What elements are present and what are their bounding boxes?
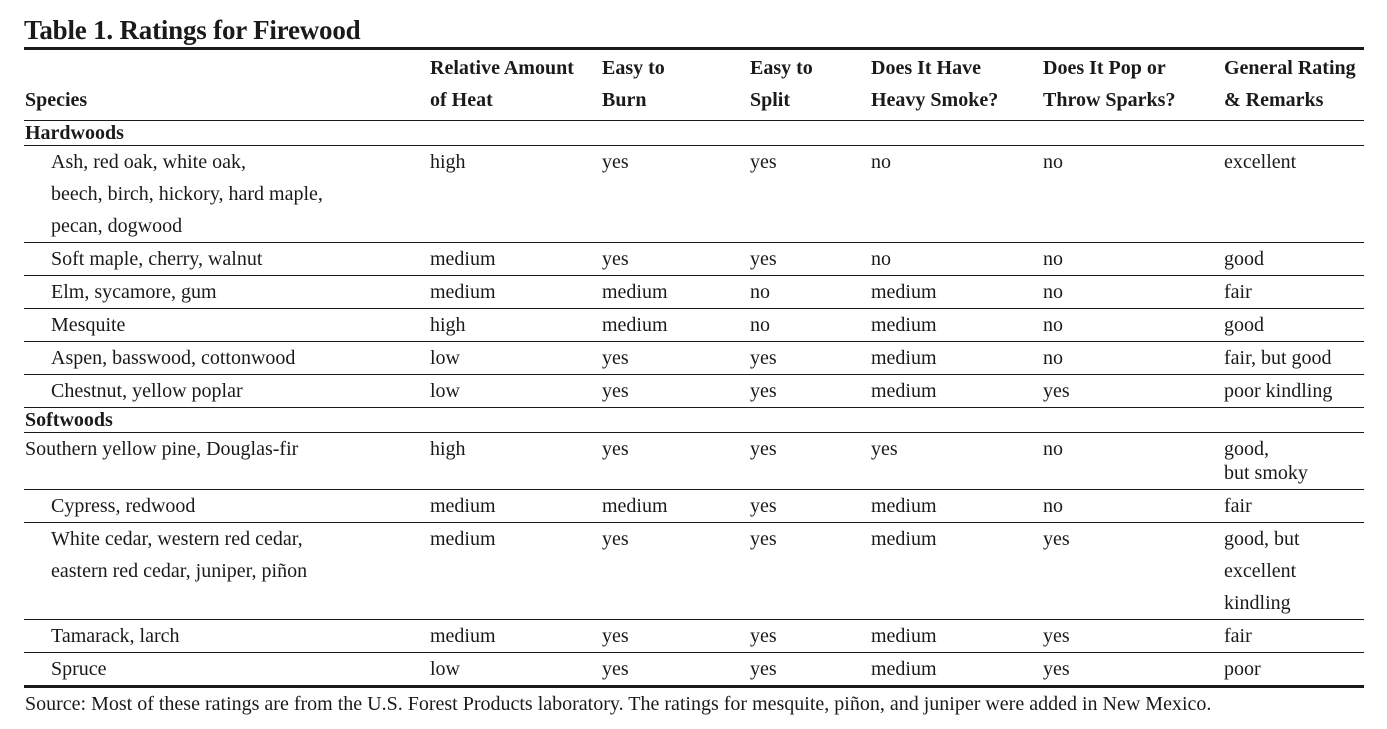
species-cell — [24, 342, 430, 375]
table-row — [24, 146, 1364, 243]
smoke-cell: yes — [871, 433, 1043, 490]
header-sparks-line-1: Does It Pop or — [1043, 57, 1166, 79]
species-line: Southern yellow pine, Douglas-fir — [25, 438, 299, 460]
split-cell: yes — [750, 375, 871, 408]
smoke-cell: no — [871, 146, 1043, 243]
burn-cell: yes — [602, 653, 750, 687]
table-title: Table 1. Ratings for Firewood — [24, 15, 361, 45]
sparks-cell: yes — [1043, 375, 1224, 408]
header-rating — [1224, 50, 1364, 121]
sparks-cell: yes — [1043, 620, 1224, 653]
sparks-cell: no — [1043, 309, 1224, 342]
header-heat-line-1: Relative Amount — [430, 57, 574, 79]
heat-cell: medium — [430, 620, 602, 653]
burn-cell: yes — [602, 342, 750, 375]
sparks-cell: no — [1043, 342, 1224, 375]
rating-cell — [1224, 375, 1364, 408]
header-row — [24, 50, 1364, 121]
header-rating-line-2: & Remarks — [1224, 89, 1324, 111]
species-line: Spruce — [51, 658, 107, 680]
rating-line: good, — [1224, 438, 1269, 460]
split-cell: yes — [750, 523, 871, 620]
rating-line: good — [1224, 248, 1264, 270]
species-line: Elm, sycamore, gum — [51, 281, 217, 303]
split-cell: yes — [750, 146, 871, 243]
header-rating-line-1: General Rating — [1224, 57, 1356, 79]
species-cell — [24, 309, 430, 342]
burn-cell: yes — [602, 620, 750, 653]
species-line: eastern red cedar, juniper, piñon — [51, 560, 308, 582]
rating-cell — [1224, 620, 1364, 653]
burn-cell: medium — [602, 490, 750, 523]
smoke-cell: no — [871, 243, 1043, 276]
rating-line: poor kindling — [1224, 380, 1333, 402]
species-line: Mesquite — [51, 314, 126, 336]
split-cell: yes — [750, 433, 871, 490]
heat-cell: low — [430, 342, 602, 375]
table-row — [24, 490, 1364, 523]
species-line: Tamarack, larch — [51, 625, 180, 647]
species-line: beech, birch, hickory, hard maple, — [51, 183, 323, 205]
species-line: Aspen, basswood, cottonwood — [51, 347, 296, 369]
table-row — [24, 309, 1364, 342]
species-line: Chestnut, yellow poplar — [51, 380, 243, 402]
rating-cell — [1224, 146, 1364, 243]
rating-cell — [1224, 276, 1364, 309]
split-cell: yes — [750, 653, 871, 687]
species-cell — [24, 653, 430, 687]
burn-cell: yes — [602, 433, 750, 490]
rating-line: fair — [1224, 281, 1252, 303]
firewood-ratings-table — [24, 50, 1364, 688]
burn-cell: yes — [602, 146, 750, 243]
smoke-cell: medium — [871, 309, 1043, 342]
smoke-cell: medium — [871, 490, 1043, 523]
table-row — [24, 433, 1364, 490]
header-split-line-2: Split — [750, 89, 791, 111]
species-line: pecan, dogwood — [51, 215, 183, 237]
table-row — [24, 243, 1364, 276]
smoke-cell: medium — [871, 375, 1043, 408]
header-sparks — [1043, 50, 1224, 121]
rating-line: fair, but good — [1224, 347, 1332, 369]
header-burn-line-1: Easy to — [602, 57, 665, 79]
split-cell: no — [750, 309, 871, 342]
heat-cell: medium — [430, 490, 602, 523]
sparks-cell: no — [1043, 276, 1224, 309]
table-header — [24, 50, 1364, 121]
species-cell — [24, 146, 430, 243]
heat-cell: medium — [430, 523, 602, 620]
header-smoke-line-1: Does It Have — [871, 57, 981, 79]
section-row-softwoods — [24, 408, 1364, 433]
smoke-cell: medium — [871, 276, 1043, 309]
sparks-cell: no — [1043, 490, 1224, 523]
rating-line: poor — [1224, 658, 1261, 680]
sparks-cell: no — [1043, 243, 1224, 276]
section-label: Hardwoods — [24, 121, 1364, 146]
burn-cell: yes — [602, 375, 750, 408]
rating-cell — [1224, 523, 1364, 620]
heat-cell: low — [430, 375, 602, 408]
smoke-cell: medium — [871, 653, 1043, 687]
smoke-cell: medium — [871, 620, 1043, 653]
split-cell: yes — [750, 342, 871, 375]
smoke-cell: medium — [871, 523, 1043, 620]
rating-line: fair — [1224, 625, 1252, 647]
source-note: Source: Most of these ratings are from the U.S. Forest Products laboratory. The ratings for mesquite, piñon, and juniper were added in New Mexico. — [25, 693, 1212, 715]
rating-cell — [1224, 243, 1364, 276]
species-line: White cedar, western red cedar, — [51, 528, 303, 550]
heat-cell: low — [430, 653, 602, 687]
species-line: Cypress, redwood — [51, 495, 196, 517]
header-heat-line-2: of Heat — [430, 89, 493, 111]
split-cell: yes — [750, 243, 871, 276]
species-cell — [24, 276, 430, 309]
species-cell — [24, 490, 430, 523]
burn-cell: yes — [602, 243, 750, 276]
rating-line: kindling — [1224, 592, 1291, 614]
rating-line: good, but — [1224, 528, 1300, 550]
header-smoke-line-2: Heavy Smoke? — [871, 89, 999, 111]
rating-line: but smoky — [1224, 462, 1308, 484]
heat-cell: high — [430, 146, 602, 243]
burn-cell: medium — [602, 276, 750, 309]
table-row — [24, 276, 1364, 309]
header-species — [24, 50, 430, 121]
species-cell — [24, 375, 430, 408]
header-burn — [602, 50, 750, 121]
header-burn-line-2: Burn — [602, 89, 647, 111]
heat-cell: high — [430, 433, 602, 490]
table-row — [24, 375, 1364, 408]
sparks-cell: yes — [1043, 523, 1224, 620]
section-label: Softwoods — [24, 408, 1364, 433]
species-line: Soft maple, cherry, walnut — [51, 248, 263, 270]
table-row — [24, 620, 1364, 653]
rating-line: fair — [1224, 495, 1252, 517]
header-smoke — [871, 50, 1043, 121]
heat-cell: high — [430, 309, 602, 342]
rating-cell — [1224, 653, 1364, 687]
table-row — [24, 653, 1364, 687]
document — [24, 14, 1364, 720]
rating-cell — [1224, 342, 1364, 375]
table-row — [24, 523, 1364, 620]
heat-cell: medium — [430, 243, 602, 276]
header-split — [750, 50, 871, 121]
species-cell — [24, 620, 430, 653]
species-cell — [24, 523, 430, 620]
smoke-cell: medium — [871, 342, 1043, 375]
rating-line: excellent — [1224, 151, 1297, 173]
rating-line: excellent — [1224, 560, 1297, 582]
header-species-line-2: Species — [25, 89, 88, 111]
rating-line: good — [1224, 314, 1264, 336]
heat-cell: medium — [430, 276, 602, 309]
rating-cell — [1224, 309, 1364, 342]
section-row-hardwoods — [24, 121, 1364, 146]
species-cell — [24, 433, 430, 490]
rating-cell — [1224, 490, 1364, 523]
burn-cell: medium — [602, 309, 750, 342]
header-split-line-1: Easy to — [750, 57, 813, 79]
species-line: Ash, red oak, white oak, — [51, 151, 246, 173]
split-cell: yes — [750, 620, 871, 653]
split-cell: yes — [750, 490, 871, 523]
header-sparks-line-2: Throw Sparks? — [1043, 89, 1176, 111]
table-row — [24, 342, 1364, 375]
burn-cell: yes — [602, 523, 750, 620]
split-cell: no — [750, 276, 871, 309]
sparks-cell: yes — [1043, 653, 1224, 687]
species-cell — [24, 243, 430, 276]
rating-cell — [1224, 433, 1364, 490]
header-heat — [430, 50, 602, 121]
table-body — [24, 121, 1364, 687]
sparks-cell: no — [1043, 146, 1224, 243]
sparks-cell: no — [1043, 433, 1224, 490]
